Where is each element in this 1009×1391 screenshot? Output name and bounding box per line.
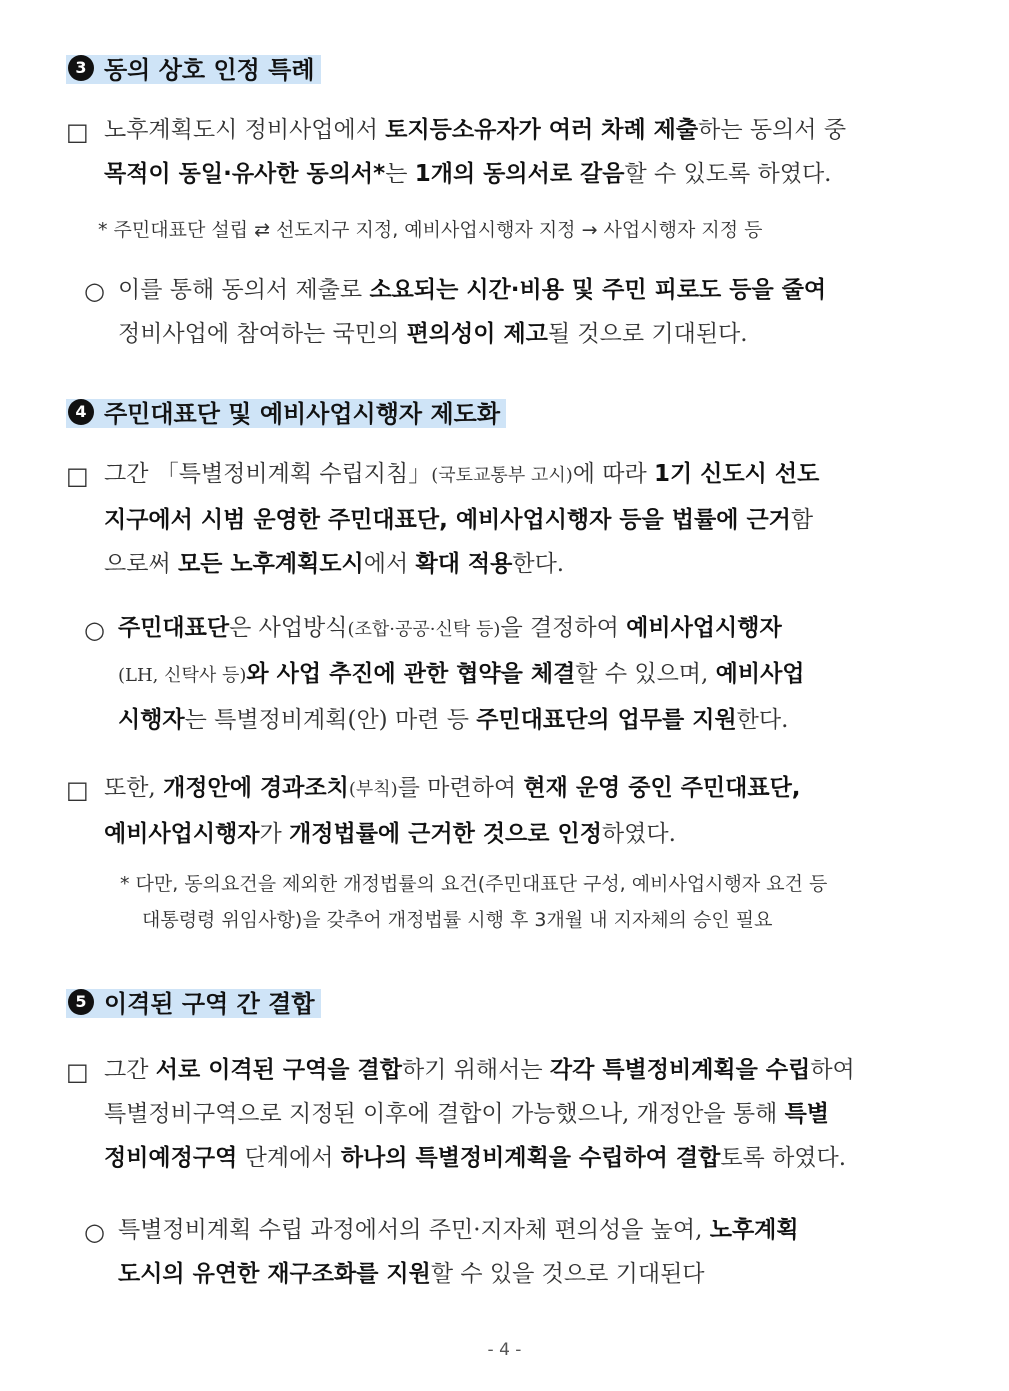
section-number-badge: 5 [68,989,94,1015]
circle-bullet: ○ [84,616,105,644]
page-number: - 4 - [487,1340,522,1360]
footnote: * 주민대표단 설립 ⇄ 선도지구 지정, 예비사업시행자 지정 → 사업시행자 지정 등 [98,219,763,241]
square-bullet: □ [66,776,89,804]
section-4-heading [66,392,506,431]
section-title: 동의 상호 인정 특례 [104,56,315,84]
paragraph: 그간 서로 이격된 구역을 결합하기 위해서는 각각 특별정비계획을 수립하여 특별정비구역으로 지정된 이후에 결합이 가능했으나, 개정안을 통해 특별 정비예정구역 단계에서 하나의 특별정비계획을 수립하여 결합토록 하였다. [104,1057,855,1171]
paragraph: 주민대표단은 사업방식(조합·공공·신탁 등)을 결정하여 예비사업시행자 (LH, 신탁사 등)와 사업 추진에 관한 협약을 체결할 수 있으며, 예비사업 시행자는 특별정비계획(안) 마련 등 주민대표단의 업무를 지원한다. [118,615,805,733]
section-3-heading [66,48,321,87]
footnote: * 다만, 동의요건을 제외한 개정법률의 요건(주민대표단 구성, 예비사업시행자 요건 등 대통령령 위임사항)을 갖추어 개정법률 시행 후 3개월 내 지자체의 승인 필요 [120,873,828,931]
paragraph: 또한, 개정안에 경과조치(부칙)를 마련하여 현재 운영 중인 주민대표단, 예비사업시행자가 개정법률에 근거한 것으로 인정하였다. [104,775,801,847]
paragraph: 이를 통해 동의서 제출로 소요되는 시간·비용 및 주민 피로도 등을 줄여 정비사업에 참여하는 국민의 편의성이 제고될 것으로 기대된다. [118,277,827,347]
paragraph: 특별정비계획 수립 과정에서의 주민·지자체 편의성을 높여, 노후계획 도시의 유연한 재구조화를 지원할 수 있을 것으로 기대된다 [118,1217,799,1287]
section-number-badge: 4 [68,399,94,425]
section-number-badge: 3 [68,55,94,81]
square-bullet: □ [66,1058,89,1086]
section-title: 이격된 구역 간 결합 [104,990,315,1018]
paragraph: 노후계획도시 정비사업에서 토지등소유자가 여러 차례 제출하는 동의서 중 목적이 동일·유사한 동의서*는 1개의 동의서로 갈음할 수 있도록 하였다. [104,117,847,187]
paragraph: 그간 「특별정비계획 수립지침」(국토교통부 고시)에 따라 1기 신도시 선도 지구에서 시범 운영한 주민대표단, 예비사업시행자 등을 법률에 근거함 으로써 모든 노후계획도시에서 확대 적용한다. [104,461,820,577]
square-bullet: □ [66,118,89,146]
square-bullet: □ [66,462,89,490]
section-5-heading [66,982,321,1021]
section-title: 주민대표단 및 예비사업시행자 제도화 [104,400,501,428]
circle-bullet: ○ [84,1218,105,1246]
circle-bullet: ○ [84,277,105,305]
